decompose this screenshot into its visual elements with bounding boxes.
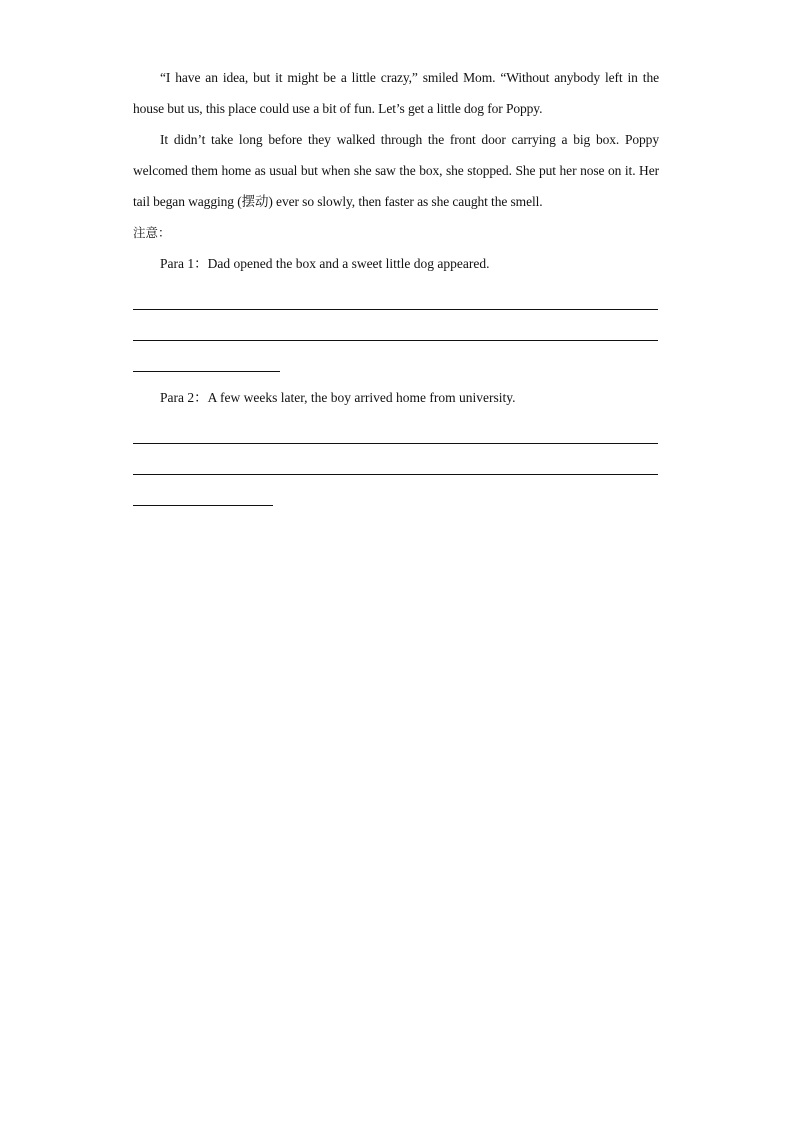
notes-heading: 注意： [133,225,171,240]
answer-line[interactable] [133,341,280,372]
answer-line[interactable] [133,444,658,475]
para2-prompt: Para 2：A few weeks later, the boy arrived home from university. [160,390,516,405]
answer-line[interactable] [133,279,658,310]
para2-answer-area[interactable] [133,413,659,506]
para1-prompt: Para 1：Dad opened the box and a sweet little dog appeared. [160,256,490,271]
answer-line[interactable] [133,310,658,341]
story-paragraph-1: “I have an idea, but it might be a little crazy,” smiled Mom. “Without anybody left in the house but us, this place could use a bit of fun. Let’s get a little dog for Poppy. [133,70,659,116]
answer-line[interactable] [133,413,658,444]
document-page [133,62,659,510]
story-paragraph-2: It didn’t take long before they walked through the front door carrying a big box. Poppy welcomed them home as usual but when she saw the box, she stopped. She put her nose on it. Her tail began wagging (摆动) ever so slowly, then faster as she caught the smell. [133,132,659,209]
para1-answer-area[interactable] [133,279,659,372]
answer-line[interactable] [133,475,273,506]
